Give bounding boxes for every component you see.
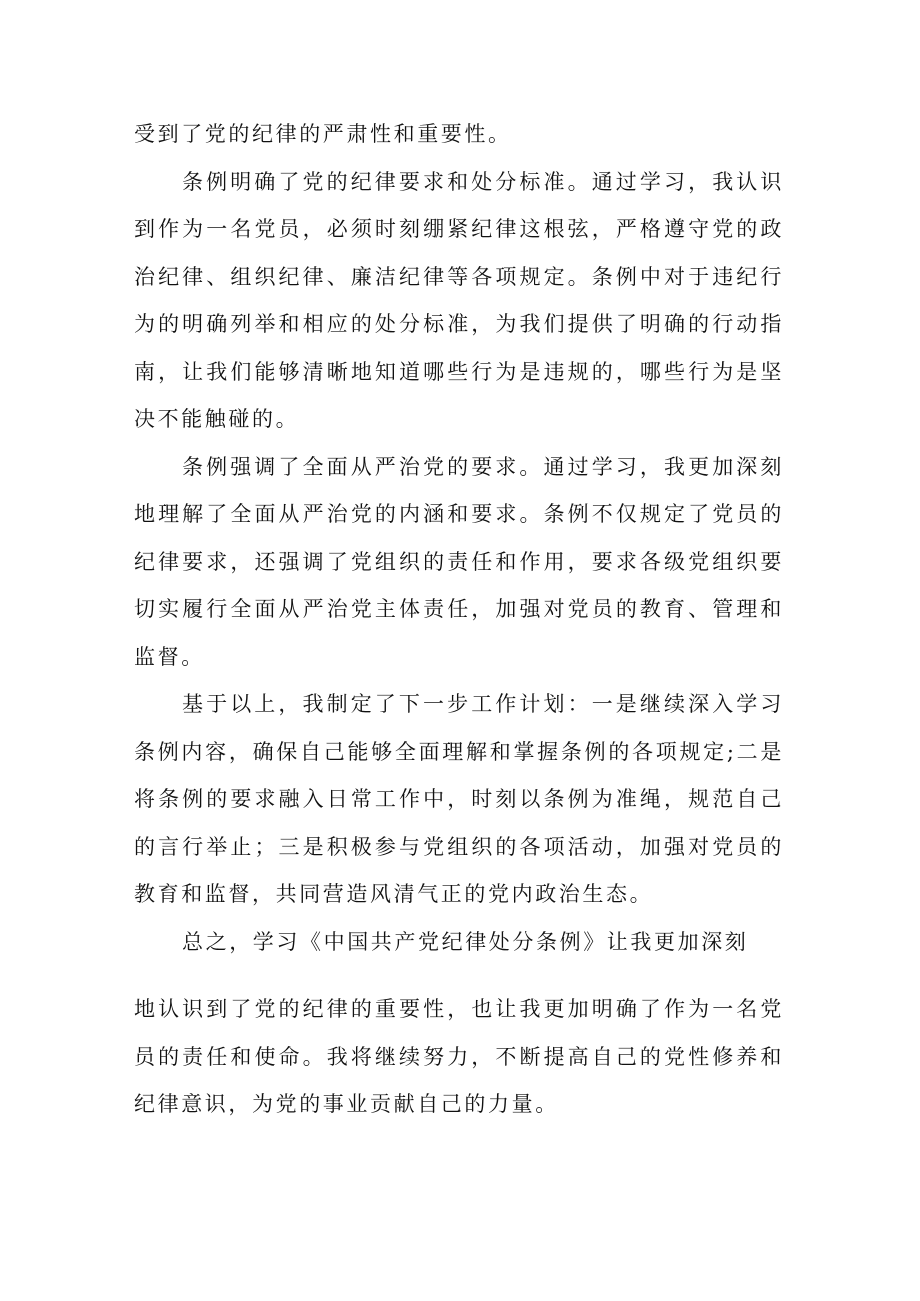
paragraph-strict-governance: 条例强调了全面从严治党的要求。通过学习，我更加深刻地理解了全面从严治党的内涵和要求。条例不仅规定了党员的纪律要求，还强调了党组织的责任和作用，要求各级党组织要切实履行全面从严治党主体责任，加强对党员的教育、管理和监督。 [134, 454, 784, 669]
paragraph-continuation: 受到了党的纪律的严肃性和重要性。 [134, 122, 512, 146]
paragraph-discipline-requirements: 条例明确了党的纪律要求和处分标准。通过学习，我认识到作为一名党员，必须时刻绷紧纪律这根弦，严格遵守党的政治纪律、组织纪律、廉洁纪律等各项规定。条例中对于违纪行为的明确列举和相应的处分标准，为我们提供了明确的行动指南，让我们能够清晰地知道哪些行为是违规的，哪些行为是坚决不能触碰的。 [134, 169, 784, 431]
paragraph-conclusion-end: 地认识到了党的纪律的重要性，也让我更加明确了作为一名党员的责任和使命。我将继续努力，不断提高自己的党性修养和纪律意识，为党的事业贡献自己的力量。 [134, 997, 784, 1116]
paragraph-work-plan: 基于以上，我制定了下一步工作计划：一是继续深入学习条例内容，确保自己能够全面理解和掌握条例的各项规定;二是将条例的要求融入日常工作中，时刻以条例为准绳，规范自己的言行举止；三是积极参与党组织的各项活动，加强对党员的教育和监督，共同营造风清气正的党内政治生态。 [134, 692, 784, 906]
document-body [134, 111, 784, 1129]
paragraph-conclusion-start: 总之，学习《中国共产党纪律处分条例》让我更加深刻 [182, 929, 749, 954]
